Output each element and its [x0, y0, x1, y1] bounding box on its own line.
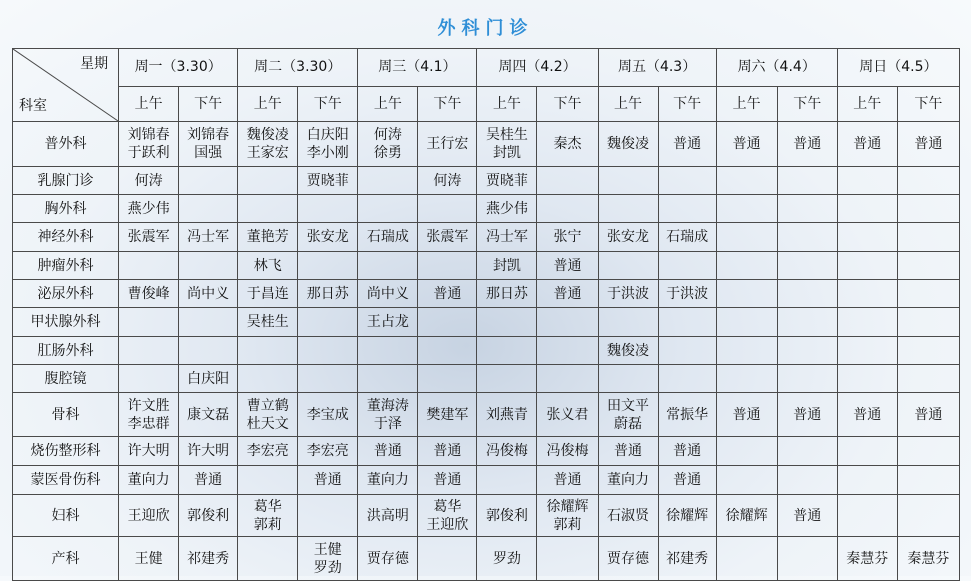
- schedule-cell: [716, 167, 777, 195]
- schedule-cell: [418, 195, 477, 223]
- schedule-cell: 许大明: [119, 437, 179, 466]
- schedule-cell: 康文磊: [179, 393, 238, 437]
- schedule-cell: 董艳芳: [238, 223, 298, 252]
- schedule-cell: [179, 308, 238, 337]
- schedule-cell: 樊建军: [418, 393, 477, 437]
- schedule-cell: 普通: [658, 437, 716, 466]
- schedule-cell: [477, 337, 537, 365]
- schedule-cell: [418, 252, 477, 280]
- schedule-cell: 那日苏: [477, 280, 537, 308]
- dept-name: 胸外科: [13, 195, 119, 223]
- dept-name: 妇科: [13, 495, 119, 537]
- schedule-cell: 石瑞成: [358, 223, 418, 252]
- day-header: 周日（4.5）: [837, 49, 959, 87]
- table-row: [13, 195, 960, 223]
- table-row: [13, 365, 960, 393]
- schedule-cell: 徐耀辉 郭莉: [537, 495, 598, 537]
- schedule-cell: [477, 466, 537, 495]
- session-header-pm: 下午: [179, 86, 238, 121]
- schedule-cell: 普通: [418, 466, 477, 495]
- schedule-cell: [837, 223, 897, 252]
- schedule-cell: [418, 308, 477, 337]
- schedule-cell: 普通: [658, 466, 716, 495]
- schedule-cell: 普通: [179, 466, 238, 495]
- schedule-cell: [238, 365, 298, 393]
- schedule-cell: 何涛: [418, 167, 477, 195]
- schedule-cell: [537, 337, 598, 365]
- schedule-cell: 张震军: [119, 223, 179, 252]
- schedule-cell: 吴桂生 封凯: [477, 122, 537, 167]
- schedule-cell: [119, 252, 179, 280]
- schedule-cell: 贾存德: [598, 537, 658, 581]
- schedule-cell: [716, 437, 777, 466]
- schedule-cell: [537, 167, 598, 195]
- schedule-cell: [238, 537, 298, 581]
- schedule-cell: [716, 337, 777, 365]
- schedule-cell: 普通: [777, 495, 837, 537]
- schedule-cell: 董海涛 于泽: [358, 393, 418, 437]
- schedule-cell: 于洪波: [658, 280, 716, 308]
- schedule-cell: [837, 337, 897, 365]
- schedule-cell: 尚中义: [179, 280, 238, 308]
- schedule-cell: [238, 466, 298, 495]
- corner-dept-label: 科室: [19, 98, 47, 114]
- dept-name: 烧伤整形科: [13, 437, 119, 466]
- session-header-am: 上午: [119, 86, 179, 121]
- schedule-cell: [897, 252, 959, 280]
- table-row: [13, 337, 960, 365]
- schedule-cell: [897, 365, 959, 393]
- schedule-cell: [537, 365, 598, 393]
- dept-name: 普外科: [13, 122, 119, 167]
- schedule-cell: [777, 337, 837, 365]
- schedule-cell: 白庆阳 李小刚: [298, 122, 358, 167]
- schedule-cell: [358, 167, 418, 195]
- day-header: 周五（4.3）: [598, 49, 716, 87]
- schedule-cell: [777, 252, 837, 280]
- schedule-cell: [598, 365, 658, 393]
- schedule-cell: [658, 308, 716, 337]
- schedule-cell: 吴桂生: [238, 308, 298, 337]
- schedule-cell: 常振华: [658, 393, 716, 437]
- schedule-cell: [777, 365, 837, 393]
- schedule-cell: [716, 280, 777, 308]
- schedule-cell: 张安龙: [598, 223, 658, 252]
- schedule-cell: [298, 337, 358, 365]
- schedule-cell: [418, 537, 477, 581]
- schedule-cell: [358, 195, 418, 223]
- day-header: 周一（3.30）: [119, 49, 238, 87]
- schedule-cell: 董向力: [119, 466, 179, 495]
- schedule-cell: [658, 337, 716, 365]
- schedule-cell: [777, 223, 837, 252]
- dept-name: 肿瘤外科: [13, 252, 119, 280]
- schedule-cell: [837, 495, 897, 537]
- schedule-cell: 李宏亮: [298, 437, 358, 466]
- schedule-cell: [777, 280, 837, 308]
- schedule-cell: 石瑞成: [658, 223, 716, 252]
- schedule-cell: [477, 365, 537, 393]
- schedule-cell: 刘锦春 国强: [179, 122, 238, 167]
- schedule-cell: 那日苏: [298, 280, 358, 308]
- schedule-cell: [298, 495, 358, 537]
- session-header-pm: 下午: [418, 86, 477, 121]
- schedule-cell: 刘锦春 于跃利: [119, 122, 179, 167]
- schedule-cell: [897, 223, 959, 252]
- schedule-cell: 普通: [837, 122, 897, 167]
- schedule-cell: [716, 537, 777, 581]
- schedule-cell: [837, 195, 897, 223]
- schedule-cell: [119, 308, 179, 337]
- schedule-cell: 普通: [716, 393, 777, 437]
- schedule-cell: [119, 337, 179, 365]
- schedule-cell: 贾存德: [358, 537, 418, 581]
- day-header: 周六（4.4）: [716, 49, 837, 87]
- schedule-cell: 冯士军: [477, 223, 537, 252]
- schedule-cell: [537, 195, 598, 223]
- schedule-cell: 贾晓菲: [477, 167, 537, 195]
- corner-header: [13, 49, 119, 122]
- schedule-cell: [837, 437, 897, 466]
- schedule-cell: [777, 167, 837, 195]
- session-header-am: 上午: [837, 86, 897, 121]
- schedule-cell: 徐耀辉: [658, 495, 716, 537]
- dept-name: 骨科: [13, 393, 119, 437]
- schedule-cell: [716, 195, 777, 223]
- schedule-cell: 何涛 徐勇: [358, 122, 418, 167]
- schedule-cell: [837, 365, 897, 393]
- schedule-cell: 普通: [897, 122, 959, 167]
- schedule-cell: 普通: [537, 252, 598, 280]
- schedule-cell: 许文胜 李忠群: [119, 393, 179, 437]
- table-row: [13, 537, 960, 581]
- schedule-cell: 普通: [537, 466, 598, 495]
- table-row: [13, 308, 960, 337]
- schedule-cell: [418, 337, 477, 365]
- schedule-cell: [598, 167, 658, 195]
- schedule-cell: 普通: [537, 280, 598, 308]
- schedule-cell: [358, 365, 418, 393]
- schedule-cell: [179, 337, 238, 365]
- session-header-am: 上午: [238, 86, 298, 121]
- schedule-cell: 普通: [598, 437, 658, 466]
- session-header-pm: 下午: [658, 86, 716, 121]
- schedule-cell: [837, 252, 897, 280]
- schedule-cell: 曹立鹤 杜天文: [238, 393, 298, 437]
- schedule-cell: 罗劲: [477, 537, 537, 581]
- schedule-cell: [238, 167, 298, 195]
- session-header-am: 上午: [477, 86, 537, 121]
- schedule-cell: 普通: [418, 437, 477, 466]
- session-header-pm: 下午: [897, 86, 959, 121]
- schedule-cell: [716, 308, 777, 337]
- schedule-cell: 张宁: [537, 223, 598, 252]
- schedule-cell: [537, 308, 598, 337]
- schedule-cell: [418, 365, 477, 393]
- schedule-cell: [716, 223, 777, 252]
- schedule-cell: [658, 252, 716, 280]
- schedule-cell: [298, 195, 358, 223]
- session-header-pm: 下午: [777, 86, 837, 121]
- schedule-cell: [777, 195, 837, 223]
- schedule-cell: [897, 280, 959, 308]
- session-header-pm: 下午: [298, 86, 358, 121]
- schedule-cell: 普通: [837, 393, 897, 437]
- schedule-cell: [716, 365, 777, 393]
- schedule-cell: 普通: [358, 437, 418, 466]
- dept-name: 产科: [13, 537, 119, 581]
- schedule-cell: 魏俊凌 王家宏: [238, 122, 298, 167]
- schedule-cell: [777, 437, 837, 466]
- session-header-pm: 下午: [537, 86, 598, 121]
- schedule-cell: 白庆阳: [179, 365, 238, 393]
- schedule-cell: [658, 195, 716, 223]
- schedule-cell: [777, 537, 837, 581]
- schedule-cell: 王迎欣: [119, 495, 179, 537]
- schedule-cell: 李宝成: [298, 393, 358, 437]
- session-header-am: 上午: [358, 86, 418, 121]
- schedule-cell: 祁建秀: [658, 537, 716, 581]
- schedule-cell: 魏俊凌: [598, 122, 658, 167]
- schedule-cell: 王行宏: [418, 122, 477, 167]
- schedule-cell: [598, 195, 658, 223]
- dept-name: 肛肠外科: [13, 337, 119, 365]
- schedule-cell: 郭俊利: [179, 495, 238, 537]
- schedule-cell: 魏俊凌: [598, 337, 658, 365]
- schedule-cell: [716, 252, 777, 280]
- schedule-cell: 田文平 蔚磊: [598, 393, 658, 437]
- corner-day-label: 星期: [80, 56, 109, 72]
- schedule-cell: [298, 252, 358, 280]
- schedule-cell: 许大明: [179, 437, 238, 466]
- schedule-cell: [298, 365, 358, 393]
- schedule-cell: 秦慧芬: [897, 537, 959, 581]
- schedule-cell: [897, 308, 959, 337]
- session-header-am: 上午: [716, 86, 777, 121]
- schedule-cell: 李宏亮: [238, 437, 298, 466]
- session-header-row: [13, 86, 960, 121]
- schedule-cell: 普通: [897, 393, 959, 437]
- schedule-cell: 秦慧芬: [837, 537, 897, 581]
- schedule-cell: 冯俊梅: [537, 437, 598, 466]
- schedule-cell: 洪高明: [358, 495, 418, 537]
- table-row: [13, 280, 960, 308]
- schedule-cell: [658, 365, 716, 393]
- schedule-cell: [837, 466, 897, 495]
- schedule-cell: [298, 308, 358, 337]
- table-row: [13, 466, 960, 495]
- schedule-cell: [777, 308, 837, 337]
- schedule-cell: 王健 罗劲: [298, 537, 358, 581]
- schedule-cell: [897, 495, 959, 537]
- schedule-cell: 徐耀辉: [716, 495, 777, 537]
- schedule-cell: [238, 195, 298, 223]
- dept-name: 泌尿外科: [13, 280, 119, 308]
- schedule-cell: [358, 252, 418, 280]
- schedule-cell: 王健: [119, 537, 179, 581]
- schedule-cell: [598, 252, 658, 280]
- dept-name: 甲状腺外科: [13, 308, 119, 337]
- schedule-cell: [658, 167, 716, 195]
- schedule-cell: 于昌连: [238, 280, 298, 308]
- schedule-table: [12, 48, 960, 581]
- schedule-cell: 普通: [777, 393, 837, 437]
- table-row: [13, 437, 960, 466]
- schedule-cell: [897, 167, 959, 195]
- schedule-cell: 普通: [298, 466, 358, 495]
- dept-name: 乳腺门诊: [13, 167, 119, 195]
- schedule-cell: 燕少伟: [119, 195, 179, 223]
- schedule-cell: 曹俊峰: [119, 280, 179, 308]
- table-row: [13, 122, 960, 167]
- session-header-am: 上午: [598, 86, 658, 121]
- schedule-cell: [179, 252, 238, 280]
- schedule-cell: 于洪波: [598, 280, 658, 308]
- schedule-cell: 张安龙: [298, 223, 358, 252]
- schedule-cell: [837, 167, 897, 195]
- schedule-cell: 张义君: [537, 393, 598, 437]
- schedule-cell: 祁建秀: [179, 537, 238, 581]
- schedule-cell: [598, 308, 658, 337]
- schedule-cell: 燕少伟: [477, 195, 537, 223]
- schedule-cell: [358, 337, 418, 365]
- dept-name: 神经外科: [13, 223, 119, 252]
- schedule-cell: 石淑贤: [598, 495, 658, 537]
- dept-name: 腹腔镜: [13, 365, 119, 393]
- schedule-cell: [837, 308, 897, 337]
- schedule-cell: [897, 437, 959, 466]
- schedule-cell: [897, 466, 959, 495]
- schedule-cell: [777, 466, 837, 495]
- schedule-cell: 冯士军: [179, 223, 238, 252]
- schedule-cell: 封凯: [477, 252, 537, 280]
- schedule-cell: [897, 337, 959, 365]
- table-row: [13, 495, 960, 537]
- table-row: [13, 167, 960, 195]
- page-title: 外科门诊: [437, 18, 534, 39]
- day-header: 周二（3.30）: [238, 49, 358, 87]
- schedule-cell: 张震军: [418, 223, 477, 252]
- schedule-cell: [179, 195, 238, 223]
- schedule-cell: [897, 195, 959, 223]
- schedule-cell: [119, 365, 179, 393]
- schedule-cell: [837, 280, 897, 308]
- schedule-cell: 董向力: [598, 466, 658, 495]
- schedule-cell: 董向力: [358, 466, 418, 495]
- schedule-cell: 贾晓菲: [298, 167, 358, 195]
- table-row: [13, 223, 960, 252]
- schedule-cell: 何涛: [119, 167, 179, 195]
- schedule-cell: 秦杰: [537, 122, 598, 167]
- schedule-cell: 葛华 郭莉: [238, 495, 298, 537]
- schedule-cell: 普通: [777, 122, 837, 167]
- schedule-cell: 郭俊利: [477, 495, 537, 537]
- dept-name: 蒙医骨伤科: [13, 466, 119, 495]
- schedule-cell: 普通: [716, 122, 777, 167]
- schedule-cell: 林飞: [238, 252, 298, 280]
- schedule-cell: 普通: [658, 122, 716, 167]
- schedule-cell: 冯俊梅: [477, 437, 537, 466]
- schedule-cell: 刘燕青: [477, 393, 537, 437]
- schedule-cell: [179, 167, 238, 195]
- schedule-cell: [716, 466, 777, 495]
- schedule-cell: 王占龙: [358, 308, 418, 337]
- day-header: 周四（4.2）: [477, 49, 598, 87]
- day-header-row: [13, 49, 960, 87]
- day-header: 周三（4.1）: [358, 49, 477, 87]
- schedule-cell: [537, 537, 598, 581]
- schedule-cell: [238, 337, 298, 365]
- schedule-cell: 普通: [418, 280, 477, 308]
- table-row: [13, 252, 960, 280]
- schedule-cell: 尚中义: [358, 280, 418, 308]
- schedule-cell: 葛华 王迎欣: [418, 495, 477, 537]
- schedule-cell: [477, 308, 537, 337]
- table-row: [13, 393, 960, 437]
